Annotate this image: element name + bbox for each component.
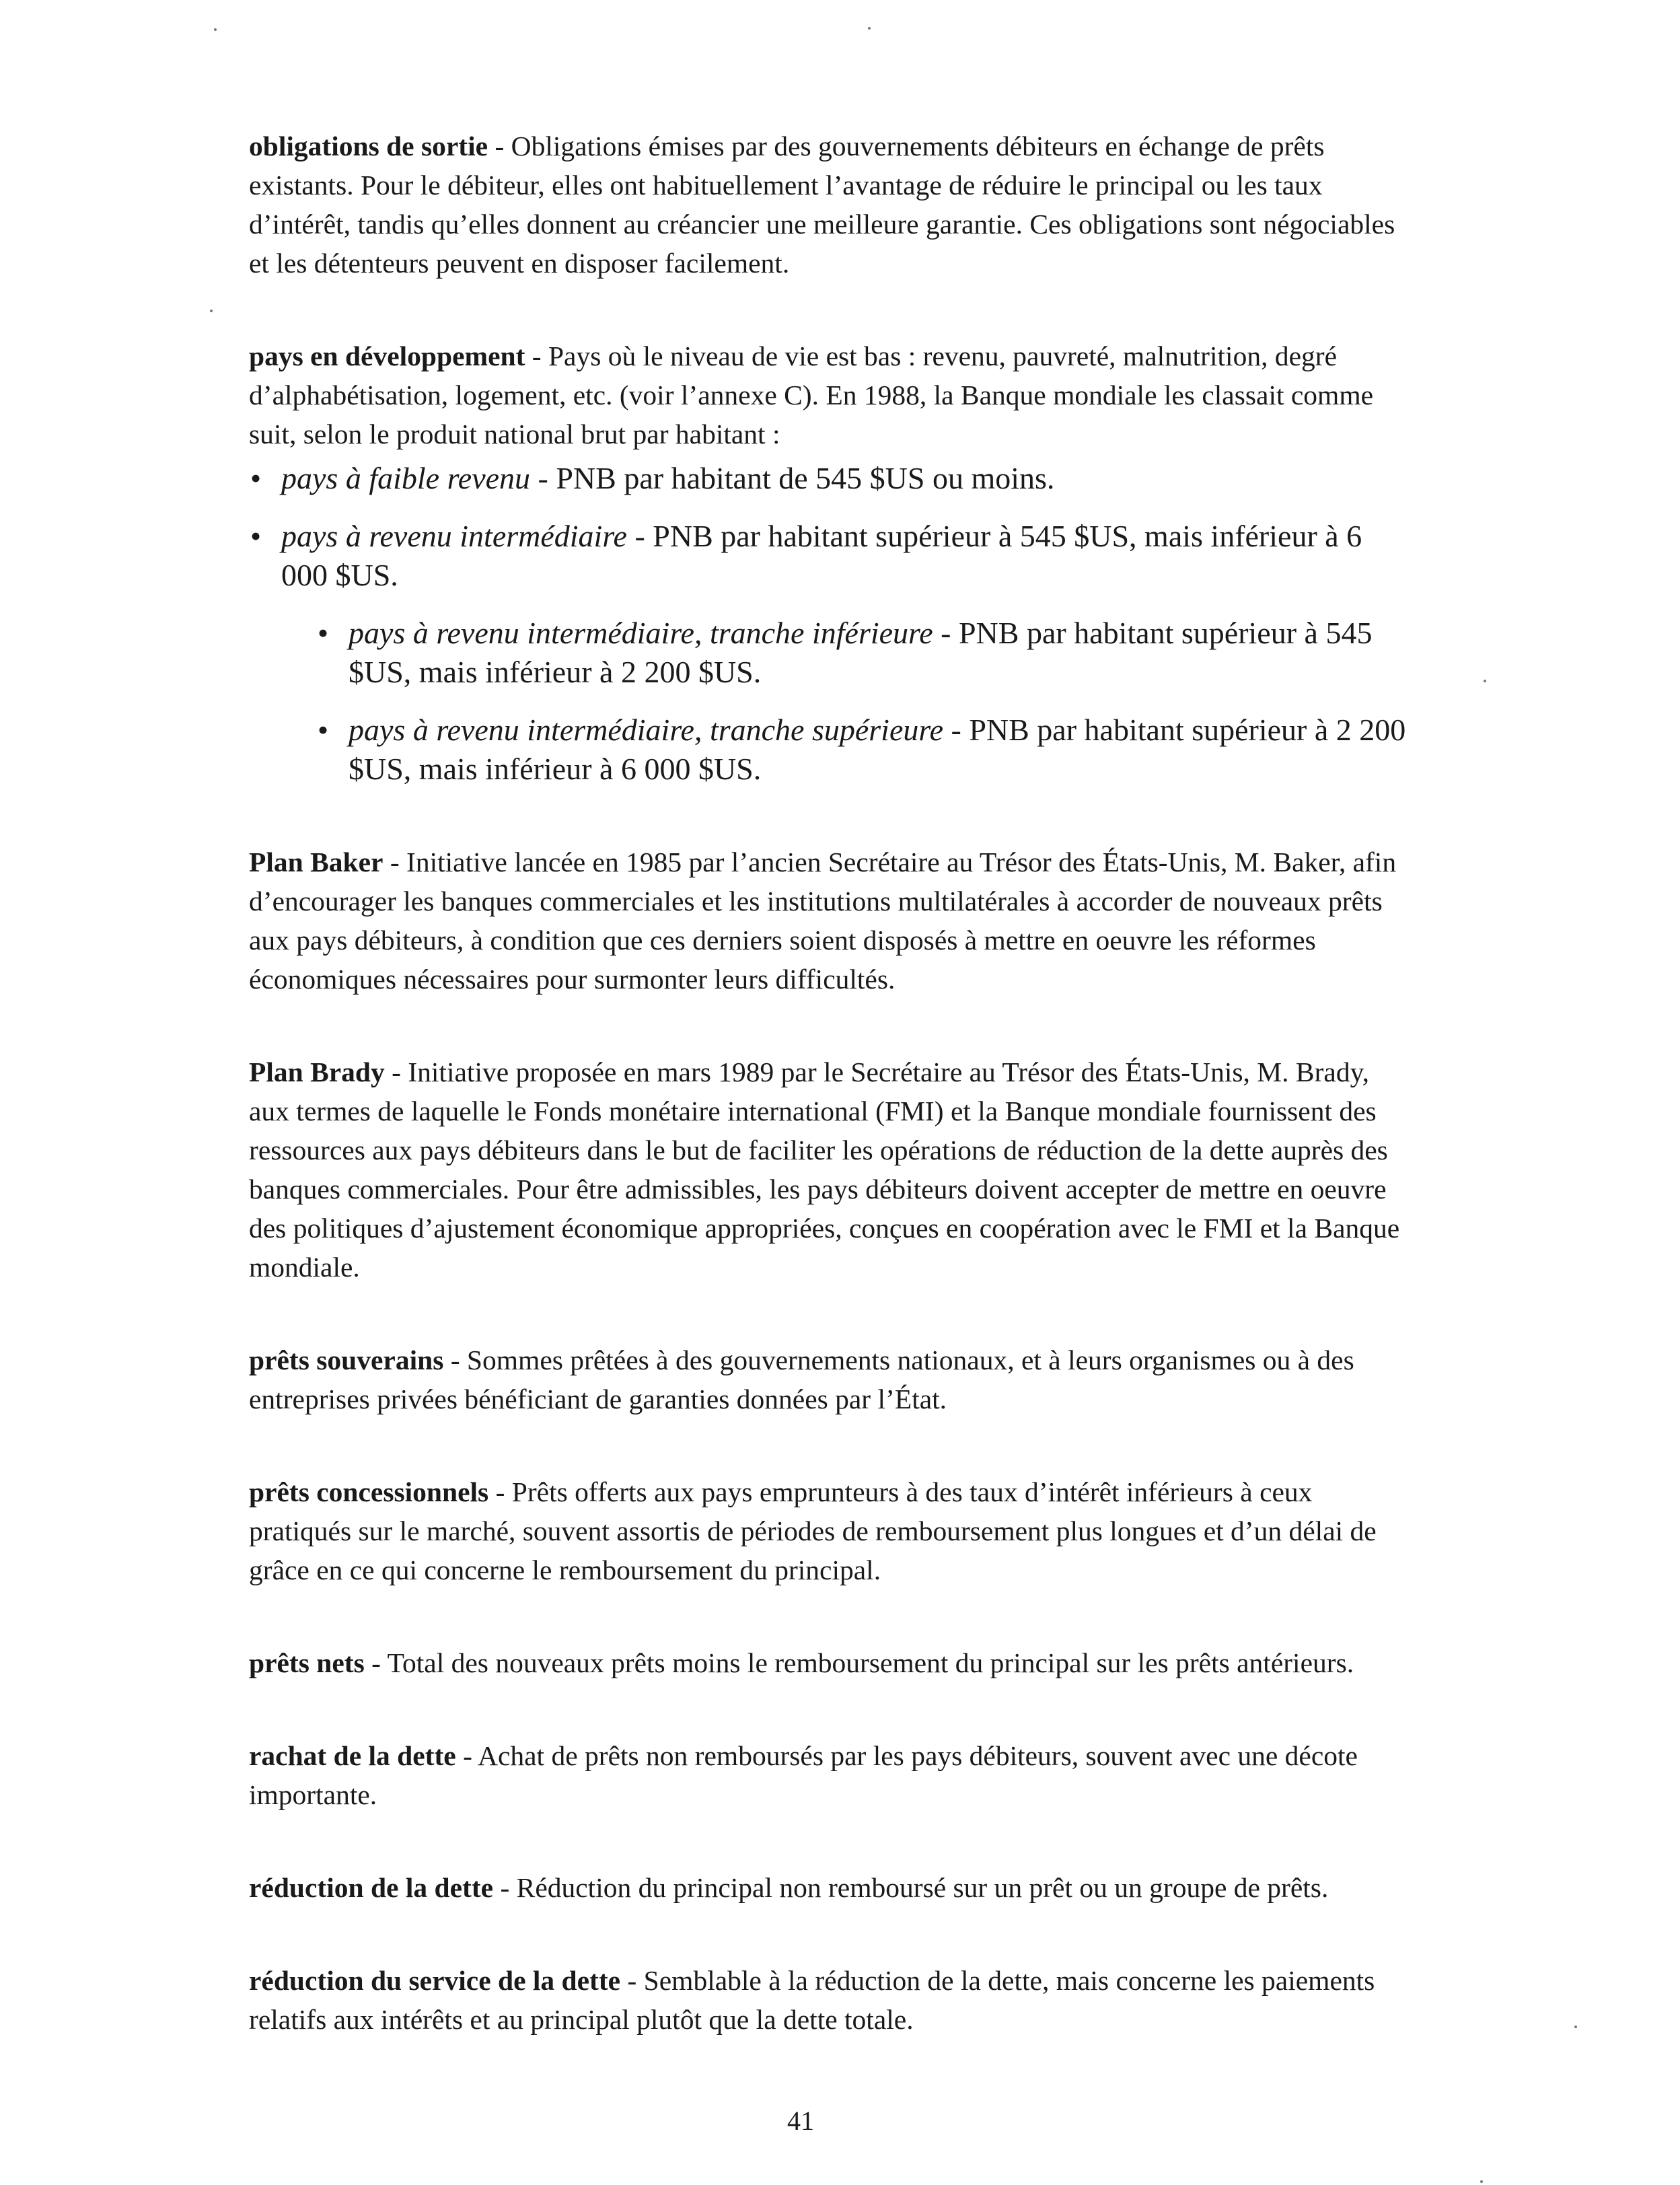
entry-definition: - Total des nouveaux prêts moins le remboursement du principal sur les prêts antérieurs. — [364, 1647, 1354, 1678]
sub-list-item — [316, 614, 1413, 692]
list-item-term: pays à revenu intermédiaire, tranche supérieure — [349, 713, 943, 747]
entry-term: prêts souverains — [249, 1345, 444, 1375]
glossary-entry — [249, 1868, 1413, 1907]
entry-definition: - Obligations émises par des gouvernements débiteurs en échange de prêts existants. Pour le débiteur, elles ont habituellement l’avantage de réduire le principal ou les taux d’intérêt, tandis qu’elles donnent au créancier une meilleure garantie. Ces obligations sont négociables et les détenteurs peuvent en disposer facilement. — [249, 131, 1395, 279]
entry-paragraph — [249, 1961, 1413, 2039]
entry-paragraph — [249, 1868, 1413, 1907]
glossary-entry — [249, 336, 1413, 789]
entry-term: Plan Baker — [249, 847, 384, 877]
entry-paragraph — [249, 127, 1413, 283]
entry-paragraph — [249, 336, 1413, 454]
scan-speck — [1484, 680, 1486, 682]
entry-term: réduction de la dette — [249, 1872, 494, 1903]
glossary-entry — [249, 1052, 1413, 1287]
glossary-content — [249, 127, 1413, 2093]
list-item-term: pays à revenu intermédiaire, tranche inférieure — [349, 616, 933, 650]
entry-paragraph — [249, 1736, 1413, 1814]
entry-definition: - Prêts offerts aux pays emprunteurs à des taux d’intérêt inférieurs à ceux pratiqués sur le marché, souvent assortis de périodes de remboursement plus longues et d’un délai de grâce en ce qui concerne le remboursement du principal. — [249, 1476, 1377, 1585]
list-item — [249, 517, 1413, 595]
glossary-entry — [249, 127, 1413, 283]
list-item-text: - PNB par habitant supérieur à 545 $US, mais inférieur à 6 000 $US. — [281, 519, 1362, 592]
scan-speck — [868, 27, 871, 30]
entry-term: réduction du service de la dette — [249, 1965, 621, 1996]
list-item-text: - PNB par habitant supérieur à 545 $US, mais inférieur à 2 200 $US. — [349, 616, 1373, 689]
entry-term: Plan Brady — [249, 1056, 385, 1087]
sub-list-item — [316, 711, 1413, 789]
entry-definition: - Sommes prêtées à des gouvernements nationaux, et à leurs organismes ou à des entreprises privées bénéficiant de garanties données par l’État. — [249, 1345, 1354, 1414]
list-item-text: - PNB par habitant supérieur à 2 200 $US, mais inférieur à 6 000 $US. — [349, 713, 1406, 786]
entry-paragraph — [249, 843, 1413, 999]
entry-paragraph — [249, 1472, 1413, 1589]
entry-paragraph — [249, 1643, 1413, 1682]
list-item-text: - PNB par habitant de 545 $US ou moins. — [530, 461, 1055, 495]
glossary-entry — [249, 1961, 1413, 2039]
glossary-entry — [249, 1472, 1413, 1589]
entry-definition: - Initiative proposée en mars 1989 par le Secrétaire au Trésor des États-Unis, M. Brady, aux termes de laquelle le Fonds monétaire international (FMI) et la Banque mondiale fournissent des ressources aux pays débiteurs dans le but de faciliter les opérations de réduction de la dette auprès des banques commerciales. Pour être admissibles, les pays débiteurs doivent accepter de mettre en oeuvre des politiques d’ajustement économique appropriées, conçues en coopération avec le FMI et la Banque mondiale. — [249, 1056, 1400, 1283]
scan-speck — [214, 28, 217, 31]
entry-paragraph — [249, 1340, 1413, 1419]
entry-definition: - Achat de prêts non remboursés par les pays débiteurs, souvent avec une décote importante. — [249, 1740, 1358, 1810]
entry-term: prêts nets — [249, 1647, 365, 1678]
scan-speck — [210, 310, 213, 312]
entry-term: pays en développement — [249, 341, 525, 371]
scan-speck — [1480, 2180, 1483, 2183]
page-number: 41 — [787, 2106, 814, 2136]
glossary-entry — [249, 843, 1413, 999]
entry-definition: - Pays où le niveau de vie est bas : revenu, pauvreté, malnutrition, degré d’alphabétisation, logement, etc. (voir l’annexe C). En 1988, la Banque mondiale les classait comme suit, selon le produit national brut par habitant : — [249, 341, 1374, 450]
entry-definition: - Semblable à la réduction de la dette, mais concerne les paiements relatifs aux intérêts et au principal plutôt que la dette totale. — [249, 1965, 1375, 2035]
glossary-entry — [249, 1340, 1413, 1419]
glossary-entry — [249, 1736, 1413, 1814]
classification-list — [249, 459, 1413, 789]
list-item-term: pays à faible revenu — [281, 461, 531, 495]
entry-term: prêts concessionnels — [249, 1476, 489, 1507]
entry-definition: - Initiative lancée en 1985 par l’ancien Secrétaire au Trésor des États-Unis, M. Baker, afin d’encourager les banques commerciales et les institutions multilatérales à accorder de nouveaux prêts aux pays débiteurs, à condition que ces derniers soient disposés à mettre en oeuvre les réformes économiques nécessaires pour surmonter leurs difficultés. — [249, 847, 1397, 995]
list-item-term: pays à revenu intermédiaire — [281, 519, 627, 553]
entry-term: obligations de sortie — [249, 131, 488, 162]
entry-definition: - Réduction du principal non remboursé sur un prêt ou un groupe de prêts. — [493, 1872, 1329, 1903]
entry-term: rachat de la dette — [249, 1740, 456, 1771]
scan-speck — [1574, 2026, 1577, 2028]
entry-paragraph — [249, 1052, 1413, 1287]
glossary-entry — [249, 1643, 1413, 1682]
list-item — [249, 459, 1413, 498]
